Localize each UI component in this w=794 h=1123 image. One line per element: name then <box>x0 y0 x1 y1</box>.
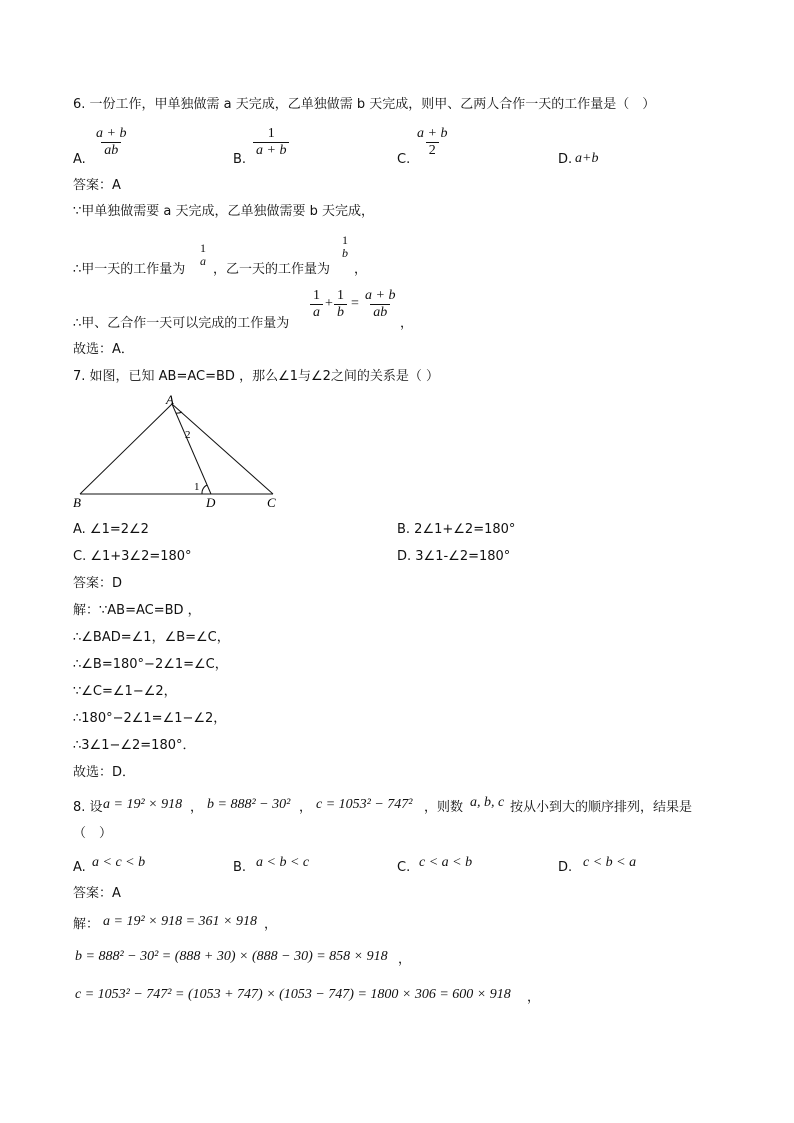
q6-optB-fraction <box>253 126 289 159</box>
label-angle1: 1 <box>194 481 200 493</box>
q6-solution-line2a: ∴甲一天的工作量为 <box>73 262 186 277</box>
q6-eq-frac3 <box>362 288 398 321</box>
segment-AD <box>172 404 211 494</box>
q6-frac-1a-den: a <box>200 254 206 268</box>
q8-optB-value: a < b < c <box>256 855 310 870</box>
q7-solution-line: 解：∵AB=AC=BD ， <box>73 603 201 618</box>
q6-eq-frac1 <box>310 288 323 321</box>
q8-solution-b-end: ， <box>398 952 412 967</box>
label-B: B <box>73 495 81 510</box>
q6-frac-1-over-b <box>339 234 351 260</box>
q8-mid-text: ，则数 <box>424 800 464 815</box>
q7-solution-line: ∴∠BAD=∠1，∠B=∠C， <box>73 630 230 645</box>
q8-a-definition: a = 19² × 918 <box>103 797 183 812</box>
angle2-arc <box>176 412 182 413</box>
q6-optA-label: A. <box>73 152 86 167</box>
q6-answer: 答案：A <box>73 178 121 193</box>
label-A: A <box>166 392 174 407</box>
q6-eq-d1: a <box>310 304 323 321</box>
q6-optD-label: D. <box>558 152 573 167</box>
q6-solution-line3a: ∴甲、乙合作一天可以完成的工作量为 <box>73 316 290 331</box>
q6-optC-fraction <box>414 126 450 159</box>
q8-optB-label: B. <box>233 860 247 875</box>
q6-optA-fraction <box>93 126 129 159</box>
q6-eq-n1: 1 <box>313 288 320 303</box>
q6-eq-d2: b <box>334 304 347 321</box>
q7-solution-line: ∴∠B=180°−2∠1=∠C， <box>73 657 228 672</box>
q8-sep1: ， <box>190 800 204 815</box>
q8-solution-c: c = 1053² − 747² = (1053 + 747) × (1053 − 747) = 1800 × 306 = 600 × 918 <box>75 987 511 1002</box>
q8-answer: 答案：A <box>73 886 121 901</box>
q6-optB-den: a + b <box>253 142 289 159</box>
q6-solution-line2b: ，乙一天的工作量为 <box>213 262 331 277</box>
q7-triangle-figure <box>70 390 290 510</box>
q8-paren: （ ） <box>73 826 113 841</box>
q6-solution-line2c: ， <box>354 262 368 277</box>
q8-tail-text: 按从小到大的顺序排列，结果是 <box>510 800 693 815</box>
label-angle2: 2 <box>185 429 191 441</box>
q7-stem: 7. 如图，已知 AB=AC=BD ，那么∠1与∠2之间的关系是（ ） <box>73 369 440 384</box>
q8-sep2: ， <box>299 800 313 815</box>
q8-optC-label: C. <box>397 860 411 875</box>
q7-choose: 故选：D． <box>73 765 136 780</box>
q8-c-definition: c = 1053² − 747² <box>316 797 413 812</box>
q8-b-definition: b = 888² − 30² <box>207 797 291 812</box>
q8-optD-label: D. <box>558 860 573 875</box>
q7-solution-line: ∵∠C=∠1−∠2， <box>73 684 177 699</box>
q8-solution-a: a = 19² × 918 = 361 × 918 <box>103 914 257 929</box>
q8-vars: a, b, c <box>470 795 505 810</box>
q6-frac-1-over-a <box>197 242 209 268</box>
q7-optD: D. 3∠1-∠2=180° <box>397 549 511 564</box>
q6-optC-den: 2 <box>426 142 439 159</box>
q6-frac-1b-den: b <box>342 246 348 260</box>
q7-solution-line: ∴3∠1−∠2=180°． <box>73 738 196 753</box>
q6-eq-plus: + <box>325 296 333 311</box>
q8-solution-b: b = 888² − 30² = (888 + 30) × (888 − 30) = 858 × 918 <box>75 949 388 964</box>
q8-optC-value: c < a < b <box>419 855 473 870</box>
q6-solution-line3c: ， <box>400 316 414 331</box>
q6-stem: 6. 一份工作，甲单独做需 a 天完成，乙单独做需 b 天完成，则甲、乙两人合作一天的工作量是（ ） <box>73 97 656 112</box>
q6-optC-label: C. <box>397 152 411 167</box>
label-C: C <box>267 495 276 510</box>
q6-optB-num: 1 <box>267 126 275 141</box>
q6-optC-num: a + b <box>417 126 448 141</box>
q8-optA-value: a < c < b <box>92 855 146 870</box>
q7-solution-line: ∴180°−2∠1=∠1−∠2， <box>73 711 227 726</box>
q7-optC: C. ∠1+3∠2=180° <box>73 549 192 564</box>
q8-solution-prefix: 解： <box>73 917 100 932</box>
q7-optA: A. ∠1=2∠2 <box>73 522 149 537</box>
q8-prefix: 8. 设 <box>73 800 103 815</box>
q6-eq-n2: 1 <box>337 288 344 303</box>
q8-solution-c-end: ， <box>527 990 541 1005</box>
q7-optB: B. 2∠1+∠2=180° <box>397 522 516 537</box>
q6-choose: 故选：A． <box>73 342 134 357</box>
q6-frac-1b-num: 1 <box>342 233 348 247</box>
q6-optA-den: ab <box>101 142 121 159</box>
q6-solution-line1: ∵甲单独做需要 a 天完成，乙单独做需要 b 天完成， <box>73 204 375 219</box>
q6-optD-value: a+b <box>575 151 599 166</box>
label-D: D <box>206 495 216 510</box>
q8-optD-value: c < b < a <box>583 855 637 870</box>
angle1-arc <box>202 485 207 494</box>
q6-eq-equals: = <box>351 296 359 311</box>
segment-AC <box>172 404 273 494</box>
q8-solution-a-end: ， <box>264 917 278 932</box>
q7-answer: 答案：D <box>73 576 123 591</box>
q6-eq-frac2 <box>334 288 347 321</box>
q6-optA-num: a + b <box>96 126 127 141</box>
q6-eq-n3: a + b <box>365 288 396 303</box>
q6-optB-label: B. <box>233 152 247 167</box>
q6-eq-d3: ab <box>370 304 390 321</box>
q8-optA-label: A. <box>73 860 86 875</box>
q6-frac-1a-num: 1 <box>200 241 206 255</box>
segment-AB <box>80 404 172 494</box>
